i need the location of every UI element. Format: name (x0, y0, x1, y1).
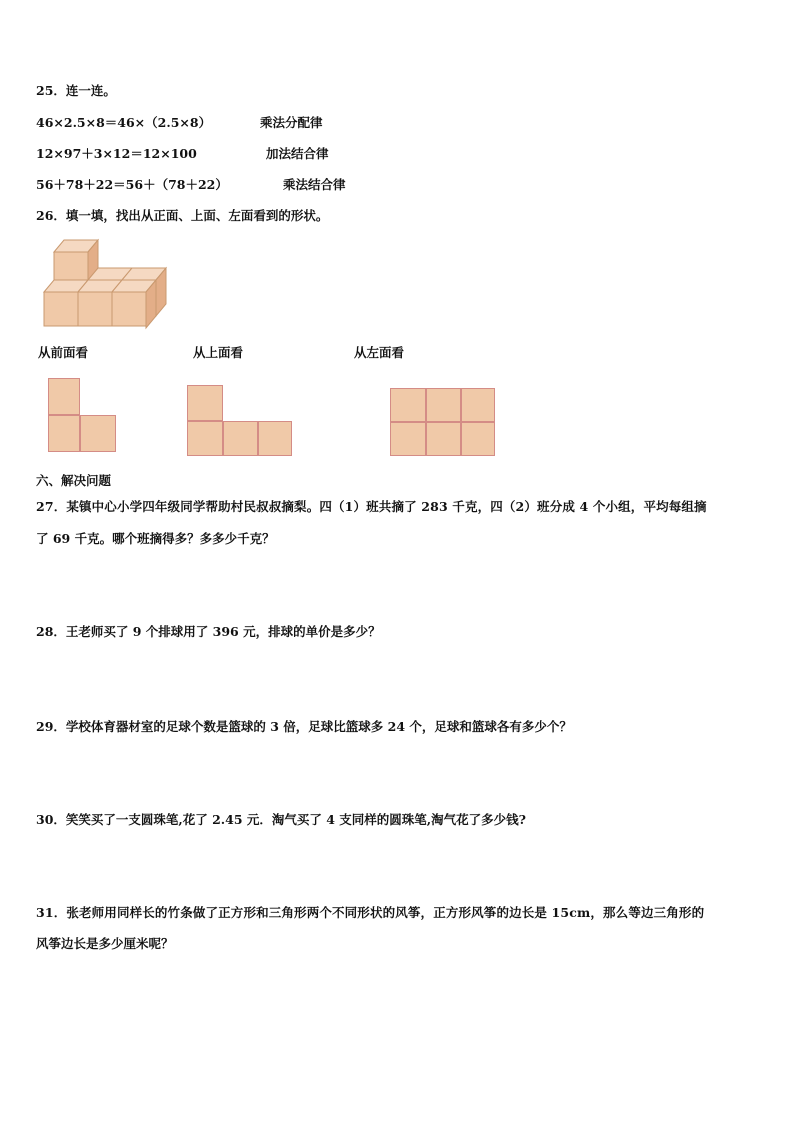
view-square (426, 422, 461, 456)
q25-law-3[interactable]: 乘法结合律 (283, 177, 346, 192)
cube-front-face (112, 292, 146, 326)
view-square (187, 385, 223, 421)
cube-stack-figure (40, 236, 175, 330)
problem-31-line-1: 31．张老师用同样长的竹条做了正方形和三角形两个不同形状的风筝，正方形风筝的边长是 15cm，那么等边三角形的 (36, 905, 705, 920)
q25-expr-3[interactable]: 56＋78＋22＝56＋（78＋22） (36, 177, 228, 192)
view-label-left: 从左面看 (354, 345, 405, 360)
problem-31-line-2: 风筝边长是多少厘米呢？ (36, 936, 174, 951)
q25-title: 25．连一连。 (36, 83, 116, 98)
q26-title: 26．填一填，找出从正面、上面、左面看到的形状。 (36, 208, 329, 223)
q25-law-1[interactable]: 乘法分配律 (260, 115, 323, 130)
view-square (461, 388, 495, 422)
view-square (48, 415, 80, 452)
view-square (80, 415, 116, 452)
top-view-grid (187, 385, 293, 456)
view-square (48, 378, 80, 415)
cube-front-face (44, 292, 78, 326)
left-view-grid (390, 388, 496, 456)
view-square (461, 422, 495, 456)
view-label-front: 从前面看 (38, 345, 89, 360)
problem-29: 29．学校体育器材室的足球个数是篮球的 3 倍，足球比篮球多 24 个，足球和篮球各有多少个？ (36, 719, 572, 734)
section-6-title: 六、解决问题 (36, 473, 112, 488)
q25-expr-1[interactable]: 46×2.5×8＝46×（2.5×8） (36, 115, 212, 130)
problem-28: 28．王老师买了 9 个排球用了 396 元，排球的单价是多少？ (36, 624, 381, 639)
q25-law-2[interactable]: 加法结合律 (266, 146, 329, 161)
view-square (426, 388, 461, 422)
problem-27-line-2: 了 69 千克。哪个班摘得多？多多少千克？ (36, 531, 275, 546)
view-square (187, 421, 223, 456)
problem-30: 30．笑笑买了一支圆珠笔,花了 2.45 元．淘气买了 4 支同样的圆珠笔,淘气花了多少钱? (36, 812, 526, 827)
view-square (390, 422, 426, 456)
problem-27-line-1: 27．某镇中心小学四年级同学帮助村民叔叔摘梨。四（1）班共摘了 283 千克，四（2）班分成 4 个小组，平均每组摘 (36, 499, 707, 514)
view-square (258, 421, 292, 456)
q25-expr-2[interactable]: 12×97＋3×12＝12×100 (36, 146, 197, 161)
view-label-top: 从上面看 (193, 345, 244, 360)
view-square (223, 421, 258, 456)
front-view-grid (48, 378, 118, 454)
cube-front-face (78, 292, 112, 326)
view-square (390, 388, 426, 422)
